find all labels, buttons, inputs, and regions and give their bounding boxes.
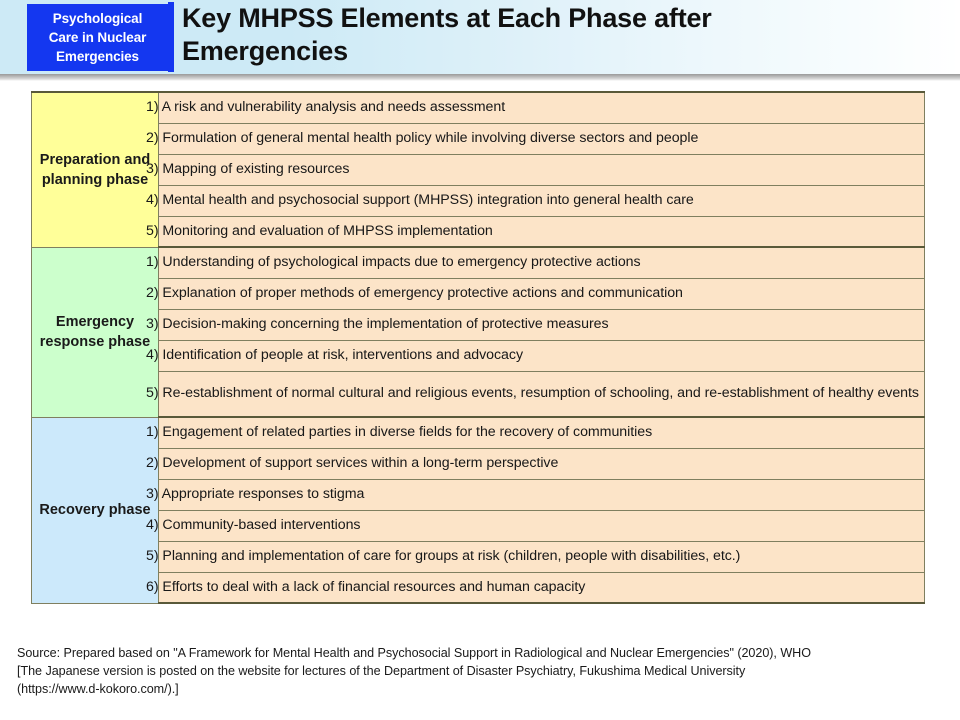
table-row bbox=[32, 278, 925, 309]
page-title: Key MHPSS Elements at Each Phase after Emergencies bbox=[182, 3, 712, 66]
table-cell-item: 1) A risk and vulnerability analysis and needs assessment bbox=[159, 92, 925, 123]
table-row bbox=[32, 92, 925, 123]
table-row bbox=[32, 541, 925, 572]
table-cell-item: 3) Appropriate responses to stigma bbox=[159, 479, 925, 510]
table-cell-item: 2) Explanation of proper methods of emergency protective actions and communication bbox=[159, 278, 925, 309]
series-badge-line-3: Emergencies bbox=[56, 49, 139, 64]
mhpss-table-wrapper bbox=[31, 91, 925, 604]
table-cell-item: 3) Decision-making concerning the implementation of protective measures bbox=[159, 309, 925, 340]
source-note bbox=[17, 644, 947, 698]
mhpss-table bbox=[31, 91, 925, 604]
series-badge-line-2: Care in Nuclear bbox=[48, 30, 147, 45]
table-row bbox=[32, 247, 925, 278]
table-row bbox=[32, 340, 925, 371]
phase-label-emergency-response: Emergency response phase bbox=[32, 247, 159, 417]
table-row bbox=[32, 123, 925, 154]
table-row bbox=[32, 185, 925, 216]
source-note-line-1: Source: Prepared based on "A Framework for Mental Health and Psychosocial Support in Radiological and Nuclear Emergencies" (2020), WHO bbox=[17, 646, 811, 660]
table-cell-item: 5) Re-establishment of normal cultural and religious events, resumption of schooling, and re-establishment of healthy events bbox=[159, 371, 925, 417]
table-cell-item: 6) Efforts to deal with a lack of financial resources and human capacity bbox=[159, 572, 925, 603]
phase-label-recovery: Recovery phase bbox=[32, 417, 159, 603]
table-row bbox=[32, 216, 925, 247]
table-row bbox=[32, 154, 925, 185]
table-cell-item: 5) Monitoring and evaluation of MHPSS implementation bbox=[159, 216, 925, 247]
title-accent-bar bbox=[168, 2, 174, 72]
table-row bbox=[32, 309, 925, 340]
phase-label-preparation: Preparation and planning phase bbox=[32, 92, 159, 247]
table-row bbox=[32, 448, 925, 479]
table-row bbox=[32, 510, 925, 541]
series-badge bbox=[27, 4, 168, 71]
table-cell-item: 2) Formulation of general mental health policy while involving diverse sectors and people bbox=[159, 123, 925, 154]
table-row bbox=[32, 479, 925, 510]
table-cell-item: 3) Mapping of existing resources bbox=[159, 154, 925, 185]
source-note-line-3: (https://www.d-kokoro.com/).] bbox=[17, 682, 179, 696]
table-cell-item: 5) Planning and implementation of care for groups at risk (children, people with disabilities, etc.) bbox=[159, 541, 925, 572]
series-badge-line-1: Psychological bbox=[52, 11, 143, 26]
header-banner-shadow bbox=[0, 74, 960, 81]
table-cell-item: 4) Identification of people at risk, interventions and advocacy bbox=[159, 340, 925, 371]
table-row bbox=[32, 371, 925, 417]
table-cell-item: 4) Community-based interventions bbox=[159, 510, 925, 541]
table-row bbox=[32, 572, 925, 603]
table-row bbox=[32, 417, 925, 448]
table-cell-item: 1) Engagement of related parties in diverse fields for the recovery of communities bbox=[159, 417, 925, 448]
table-cell-item: 2) Development of support services within a long-term perspective bbox=[159, 448, 925, 479]
table-cell-item: 1) Understanding of psychological impacts due to emergency protective actions bbox=[159, 247, 925, 278]
source-note-line-2: [The Japanese version is posted on the website for lectures of the Department of Disaster Psychiatry, Fukushima Medical University bbox=[17, 664, 746, 678]
table-cell-item: 4) Mental health and psychosocial support (MHPSS) integration into general health care bbox=[159, 185, 925, 216]
